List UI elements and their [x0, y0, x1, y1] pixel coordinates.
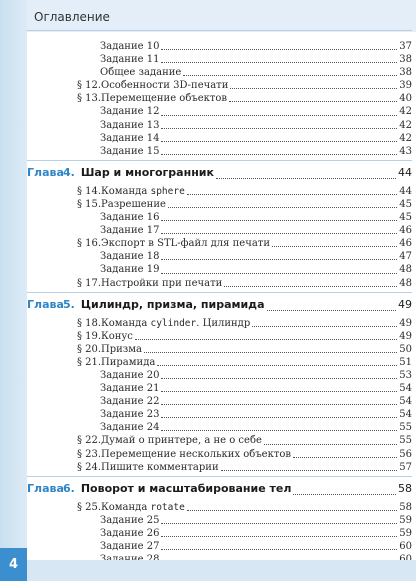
page-number: 40: [399, 93, 412, 105]
leader-dots: [216, 178, 396, 179]
page-title: Оглавление: [34, 10, 110, 24]
leader-dots: [252, 326, 397, 327]
page-number: 44: [398, 165, 412, 179]
toc-section-row[interactable]: [27, 448, 412, 461]
page-number: 38: [399, 67, 412, 79]
section-title: [101, 92, 227, 105]
leader-dots: [161, 378, 397, 379]
page-number: 59: [399, 514, 412, 526]
page-number: 46: [399, 238, 412, 250]
code-keyword: sphere: [150, 185, 185, 197]
toc-task-row[interactable]: [27, 40, 412, 53]
chapter-prefix: Глава: [27, 481, 64, 495]
toc-task-row[interactable]: [27, 263, 412, 276]
page-number: 53: [399, 369, 412, 381]
entry-text: Задание 25: [100, 514, 160, 526]
entry-text: Конус: [101, 330, 133, 342]
page-number: 55: [399, 422, 412, 434]
entry-text: Задание 23: [100, 409, 160, 421]
section-title: [101, 185, 185, 198]
task-title: [100, 132, 159, 145]
task-title: [100, 382, 159, 395]
task-title: [100, 145, 159, 158]
section-title: [101, 434, 262, 447]
entry-text: Команда: [101, 501, 151, 513]
toc-task-row[interactable]: [27, 211, 412, 224]
task-title: [100, 395, 159, 408]
page-number-badge: 4: [0, 548, 27, 581]
section-number: § 12.: [77, 80, 102, 92]
page-number: 45: [399, 212, 412, 224]
task-title: [100, 224, 159, 237]
leader-dots: [168, 207, 397, 208]
leader-dots: [161, 259, 397, 260]
code-keyword: cylinder: [150, 317, 197, 329]
leader-dots: [161, 430, 397, 431]
leader-dots: [157, 365, 397, 366]
leader-dots: [161, 141, 397, 142]
entry-text: Пирамида: [101, 356, 156, 368]
chapter-title: Шар и многогранник: [80, 165, 214, 179]
task-title: [100, 514, 159, 527]
leader-dots: [161, 115, 397, 116]
task-title: [100, 408, 159, 421]
page-number: 60: [399, 541, 412, 552]
leader-dots: [161, 154, 397, 155]
task-title: [100, 527, 159, 540]
section-title: [101, 237, 270, 250]
section-title: [101, 448, 291, 461]
toc-section-row[interactable]: [27, 79, 412, 92]
toc-task-row[interactable]: [27, 105, 412, 118]
page-number: 48: [399, 264, 412, 276]
page-number: 43: [399, 145, 412, 157]
entry-text: Команда: [101, 317, 151, 329]
entry-text: Призма: [101, 343, 142, 355]
entry-text: Перемещение нескольких объектов: [101, 448, 292, 460]
toc-section-row[interactable]: [27, 330, 412, 343]
toc-section-row[interactable]: [27, 356, 412, 369]
entry-text: Задание 26: [100, 527, 160, 539]
footer-band: [27, 560, 416, 581]
entry-text: Думай о принтере, а не о себе: [101, 435, 262, 447]
entry-text: Задание 16: [100, 212, 160, 224]
entry-text: Экспорт в STL-файл для печати: [101, 238, 270, 250]
section-title: [101, 343, 142, 356]
toc-section-row[interactable]: [27, 185, 412, 198]
task-title: [100, 40, 159, 53]
chapter-number: 4.: [63, 165, 75, 179]
page-number: 56: [399, 448, 412, 460]
section-number: § 16.: [77, 238, 102, 250]
leader-dots: [187, 510, 397, 511]
leader-dots: [293, 494, 396, 495]
page-number: 47: [399, 251, 412, 263]
leader-dots: [221, 470, 398, 471]
page-number: 59: [399, 527, 412, 539]
leader-dots: [135, 339, 397, 340]
leader-dots: [161, 220, 397, 221]
leader-dots: [161, 391, 397, 392]
page-number: 54: [399, 383, 412, 395]
toc-task-row[interactable]: [27, 395, 412, 408]
leader-dots: [161, 549, 397, 550]
entry-text: Перемещение объектов: [101, 93, 228, 105]
leader-dots: [187, 194, 397, 195]
toc-task-row[interactable]: [27, 224, 412, 237]
chapter-title: Цилиндр, призма, пирамида: [80, 297, 265, 311]
page-number: 51: [399, 356, 412, 368]
leader-dots: [161, 128, 397, 129]
chapter-number: 6.: [63, 481, 75, 495]
section-number: § 20.: [77, 343, 102, 355]
page-number: 54: [399, 396, 412, 408]
entry-suffix: . Цилиндр: [196, 317, 251, 329]
code-keyword: rotate: [150, 501, 185, 513]
header-rule: [27, 30, 412, 31]
section-number: § 21.: [77, 356, 102, 368]
toc-task-row[interactable]: [27, 421, 412, 434]
toc-task-row[interactable]: [27, 53, 412, 66]
toc-section-row[interactable]: [27, 434, 412, 447]
section-number: § 18.: [77, 317, 102, 329]
entry-text: Задание 21: [100, 383, 160, 395]
page-number: 44: [399, 185, 412, 197]
page-number: 42: [399, 132, 412, 144]
leader-dots: [161, 523, 397, 524]
task-title: [100, 66, 181, 79]
leader-dots: [161, 273, 397, 274]
toc-task-row[interactable]: [27, 540, 412, 553]
page-number: 58: [399, 501, 412, 513]
entry-text: Команда: [101, 185, 151, 197]
section-title: [101, 501, 185, 514]
leader-dots: [230, 88, 397, 89]
page-number: 58: [398, 481, 412, 495]
toc-task-row[interactable]: [27, 119, 412, 132]
entry-text: Задание 10: [100, 41, 160, 52]
chapter-prefix: Глава: [27, 297, 64, 311]
entry-text: Задание 24: [100, 422, 160, 434]
leader-dots: [161, 49, 397, 50]
task-title: [100, 105, 159, 118]
entry-text: Пишите комментарии: [101, 461, 219, 473]
entry-text: Задание 19: [100, 264, 160, 276]
leader-dots: [224, 286, 397, 287]
section-number: § 15.: [77, 198, 102, 210]
entry-text: Задание 20: [100, 369, 160, 381]
section-number: § 25.: [77, 501, 102, 513]
toc-task-row[interactable]: [27, 250, 412, 263]
leader-dots: [264, 444, 397, 445]
entry-text: Разрешение: [101, 198, 166, 210]
toc-task-row[interactable]: [27, 382, 412, 395]
toc-task-row[interactable]: [27, 408, 412, 421]
section-title: [101, 356, 155, 369]
left-margin-bar: [0, 0, 27, 581]
toc-section-row[interactable]: [27, 198, 412, 211]
table-of-contents: [27, 40, 412, 579]
leader-dots: [161, 536, 397, 537]
toc-section-row[interactable]: [27, 317, 412, 330]
leader-dots: [161, 233, 397, 234]
toc-section-row[interactable]: [27, 92, 412, 105]
chapter-divider: [27, 292, 412, 293]
entry-text: Задание 18: [100, 251, 160, 263]
page-number: 57: [399, 461, 412, 473]
entry-text: Задание 22: [100, 396, 160, 408]
leader-dots: [183, 75, 397, 76]
page-number: 37: [399, 41, 412, 52]
section-title: [101, 198, 166, 211]
toc-task-row[interactable]: [27, 66, 412, 79]
task-title: [100, 119, 159, 132]
entry-text: Настройки при печати: [101, 277, 223, 289]
toc-task-row[interactable]: [27, 369, 412, 382]
entry-text: Общее задание: [100, 67, 182, 79]
section-number: § 14.: [77, 185, 102, 197]
toc-section-row[interactable]: [27, 343, 412, 356]
page-number: 49: [398, 297, 412, 311]
section-title: [101, 461, 219, 474]
section-number: § 22.: [77, 435, 102, 447]
entry-text: Задание 13: [100, 119, 160, 131]
leader-dots: [293, 457, 397, 458]
page-number: 46: [399, 225, 412, 237]
task-title: [100, 53, 159, 66]
chapter-number: 5.: [63, 297, 75, 311]
toc-section-row[interactable]: [27, 461, 412, 474]
leader-dots: [161, 404, 397, 405]
section-number: § 24.: [77, 461, 102, 473]
entry-text: Задание 17: [100, 225, 160, 237]
task-title: [100, 263, 159, 276]
page-number: 54: [399, 409, 412, 421]
page-number: 49: [399, 317, 412, 329]
toc-task-row[interactable]: [27, 132, 412, 145]
leader-dots: [229, 101, 397, 102]
page-number: 42: [399, 106, 412, 118]
leader-dots: [267, 310, 397, 311]
entry-text: Задание 12: [100, 106, 160, 118]
chapter-prefix: Глава: [27, 165, 64, 179]
toc-section-row[interactable]: [27, 501, 412, 514]
section-number: § 19.: [77, 330, 102, 342]
page-number: 48: [399, 277, 412, 289]
section-title: [101, 277, 222, 290]
entry-text: Особенности 3D-печати: [101, 80, 229, 92]
section-number: § 17.: [77, 277, 102, 289]
page-number: 49: [399, 330, 412, 342]
entry-text: Задание 11: [100, 54, 160, 66]
toc-section-row[interactable]: [27, 237, 412, 250]
entry-text: Задание 27: [100, 541, 160, 552]
toc-task-row[interactable]: [27, 145, 412, 158]
page-number: 45: [399, 198, 412, 210]
chapter-divider: [27, 160, 412, 161]
toc-chapter-row[interactable]: [27, 296, 412, 314]
leader-dots: [272, 246, 397, 247]
page-number: 38: [399, 54, 412, 66]
leader-dots: [161, 62, 397, 63]
page-number: 42: [399, 119, 412, 131]
leader-dots: [161, 417, 397, 418]
page-number: 50: [399, 343, 412, 355]
entry-text: Задание 15: [100, 145, 160, 157]
section-title: [101, 317, 250, 330]
chapter-divider: [27, 476, 412, 477]
task-title: [100, 250, 159, 263]
toc-task-row[interactable]: [27, 527, 412, 540]
task-title: [100, 421, 159, 434]
section-number: § 13.: [77, 93, 102, 105]
entry-text: Задание 14: [100, 132, 160, 144]
task-title: [100, 540, 159, 553]
section-title: [101, 79, 228, 92]
task-title: [100, 369, 159, 382]
chapter-title: Поворот и масштабирование тел: [80, 481, 292, 495]
section-title: [101, 330, 133, 343]
page-number: 55: [399, 435, 412, 447]
page-number: 39: [399, 80, 412, 92]
toc-chapter-row[interactable]: [27, 480, 412, 498]
toc-task-row[interactable]: [27, 514, 412, 527]
section-number: § 23.: [77, 448, 102, 460]
toc-section-row[interactable]: [27, 277, 412, 290]
task-title: [100, 211, 159, 224]
toc-chapter-row[interactable]: [27, 164, 412, 182]
leader-dots: [144, 352, 397, 353]
